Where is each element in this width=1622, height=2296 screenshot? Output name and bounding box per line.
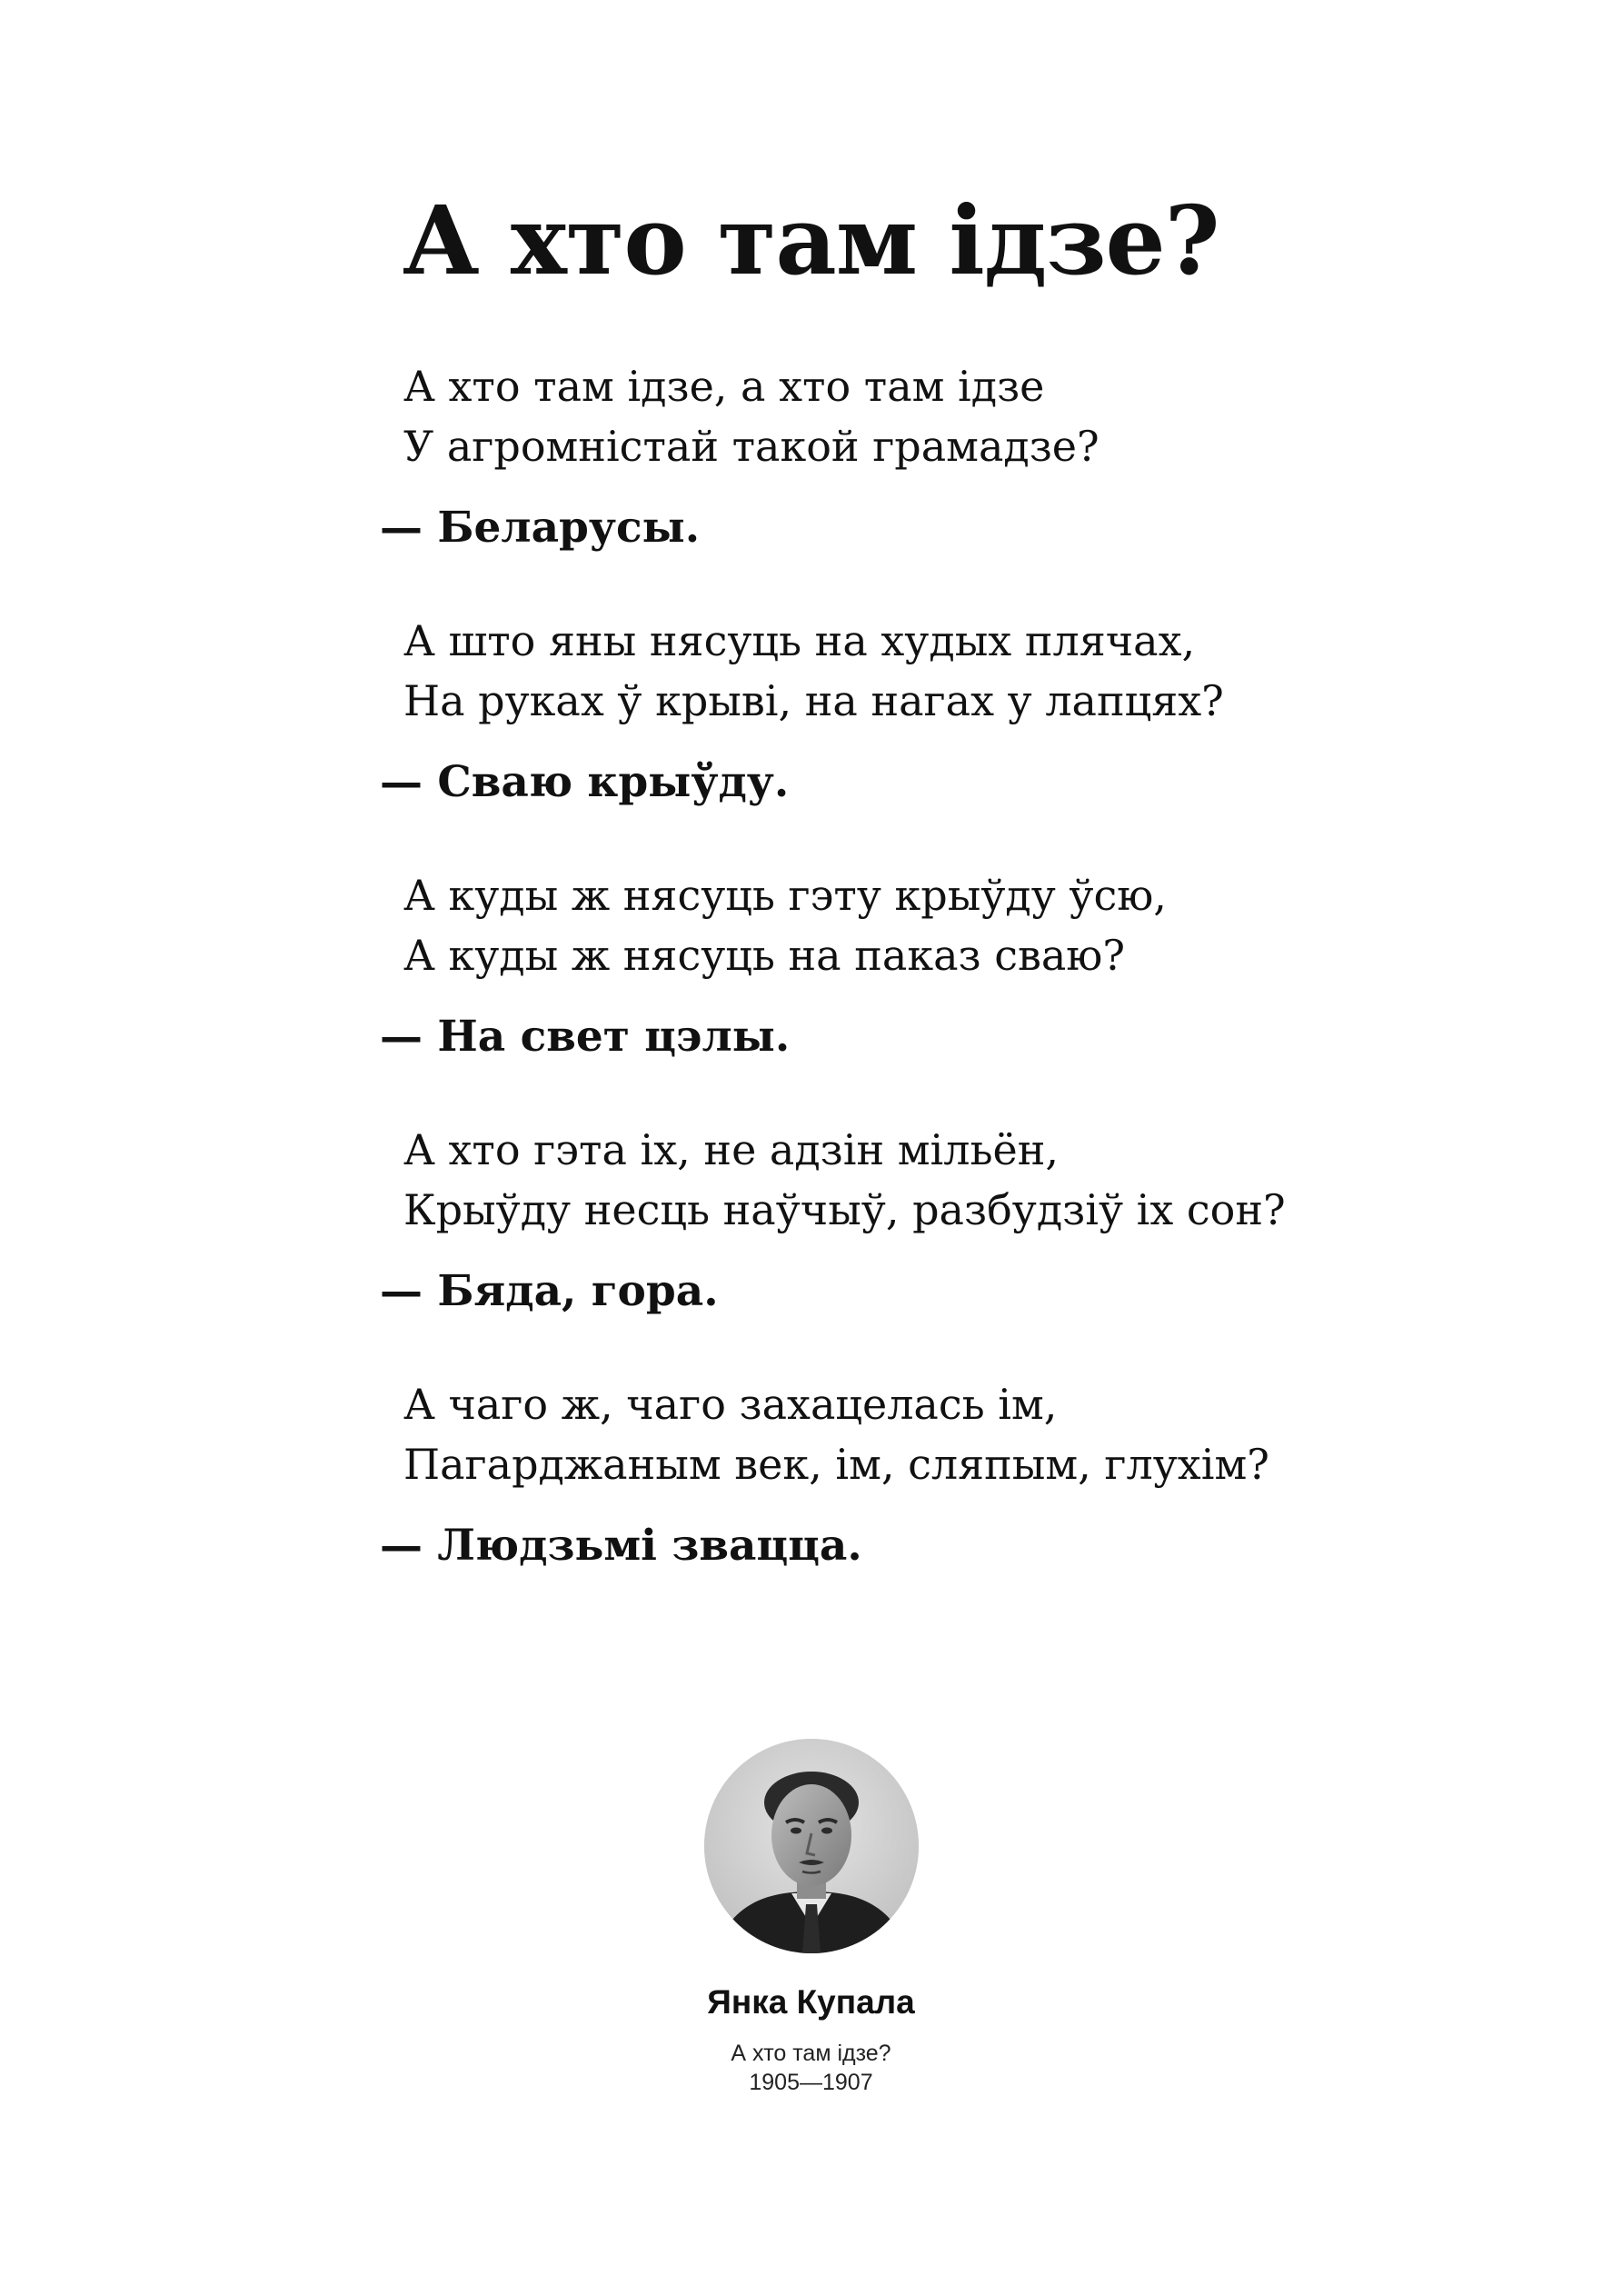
author-credit: [0, 1739, 1622, 2097]
verse-line: А куды ж нясуць гэту крыўду ўсю,: [403, 871, 1167, 920]
author-portrait: [704, 1739, 919, 1953]
work-years: 1905—1907: [749, 2070, 873, 2095]
stanza-answer: — Людзьмі звацца.: [380, 1521, 862, 1571]
verse-line: А хто гэта іх, не адзін мільён,: [403, 1125, 1060, 1174]
verse-line: А хто там ідзе, а хто там ідзе: [403, 362, 1045, 411]
stanza-3: [380, 865, 1379, 1067]
verse-line: На руках ў крыві, на нагах у лапцях?: [403, 676, 1224, 725]
author-name: Янка Купала: [707, 1983, 915, 2021]
verse-line: У агромністай такой грамадзе?: [403, 422, 1100, 471]
stanza-answer: — Сваю крыўду.: [380, 757, 790, 807]
portrait-image: [704, 1739, 919, 1953]
stanza-1: [380, 356, 1379, 558]
stanza-answer: — Беларусы.: [380, 503, 701, 553]
stanza-2: [380, 611, 1379, 813]
verse-line: А чаго ж, чаго захацелась ім,: [403, 1380, 1058, 1429]
verse-line: А што яны нясуць на худых плячах,: [403, 616, 1196, 665]
stanza-5: [380, 1374, 1379, 1576]
poem-title: А хто там ідзе?: [403, 185, 1219, 296]
stanza-answer: — На свет цэлы.: [380, 1012, 791, 1062]
work-title: А хто там ідзе?: [731, 2041, 891, 2066]
verse-line: Крыўду несць наўчыў, разбудзіў іх сон?: [403, 1185, 1286, 1234]
verse-line: А куды ж нясуць на паказ сваю?: [403, 931, 1125, 980]
poem-body: [380, 356, 1379, 1629]
stanza-answer: — Бяда, гора.: [380, 1266, 719, 1316]
verse-line: Пагарджаным век, ім, сляпым, глухім?: [403, 1440, 1269, 1489]
stanza-4: [380, 1120, 1379, 1322]
